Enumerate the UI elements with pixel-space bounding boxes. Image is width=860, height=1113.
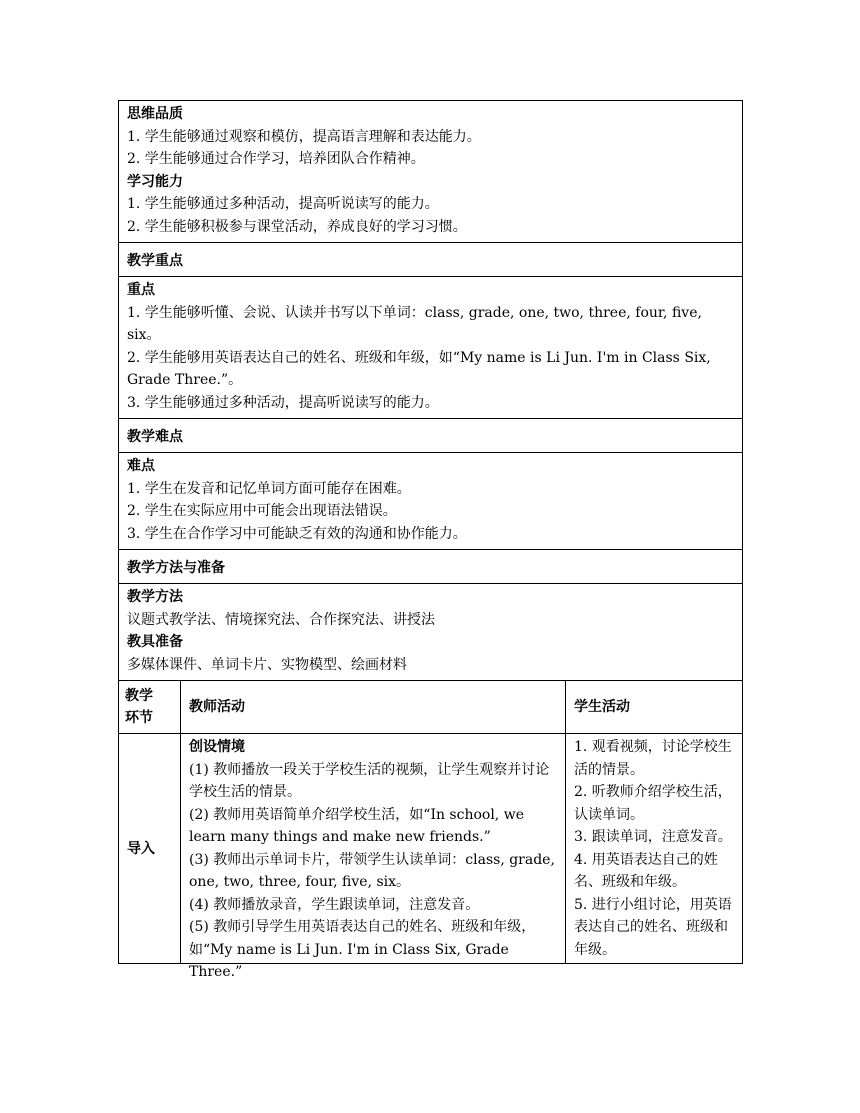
key-point-item: 1. 学生能够听懂、会说、认读并书写以下单词：class, grade, one, two, three, four, five, six。 bbox=[127, 304, 702, 343]
student-header: 学生活动 bbox=[566, 681, 743, 734]
difficulties-section-row bbox=[119, 419, 743, 453]
teacher-activity-item: (4) 教师播放录音，学生跟读单词，注意发音。 bbox=[189, 896, 480, 913]
difficulties-heading: 难点 bbox=[127, 458, 155, 474]
difficulties-section-title: 教学难点 bbox=[119, 419, 743, 453]
thinking-item: 2. 学生能够通过合作学习，培养团队合作精神。 bbox=[127, 151, 425, 167]
methods-section-row bbox=[119, 550, 743, 584]
prep-heading: 教具准备 bbox=[127, 634, 183, 650]
student-activity-cell bbox=[566, 734, 743, 964]
difficulty-item: 2. 学生在实际应用中可能会出现语法错误。 bbox=[127, 503, 397, 519]
teacher-activity-item: (3) 教师出示单词卡片，带领学生认读单词：class, grade, one, two, three, four, five, six。 bbox=[189, 851, 555, 890]
teacher-activity-heading: 创设情境 bbox=[189, 739, 245, 755]
stage-header: 教学环节 bbox=[119, 681, 181, 734]
difficulties-row bbox=[119, 453, 743, 550]
methods-section-title: 教学方法与准备 bbox=[119, 550, 743, 584]
teacher-activity-content bbox=[189, 736, 557, 980]
student-activity-content bbox=[574, 736, 734, 963]
method-text: 议题式教学法、情境探究法、合作探究法、讲授法 bbox=[127, 611, 435, 628]
student-activity-item: 4. 用英语表达自己的姓名、班级和年级。 bbox=[574, 851, 718, 890]
teacher-header: 教师活动 bbox=[181, 681, 566, 734]
key-points-section-row bbox=[119, 243, 743, 277]
methods-cell bbox=[119, 584, 743, 681]
teacher-activity-cell bbox=[181, 734, 566, 980]
process-row-intro bbox=[119, 734, 743, 964]
stage-cell: 导入 bbox=[119, 734, 181, 964]
key-points-cell bbox=[119, 277, 743, 419]
teacher-activity-item: (5) 教师引导学生用英语表达自己的姓名、班级和年级，如“My name is Li Jun. I'm in Class Six, Grade Three.” bbox=[189, 919, 536, 980]
student-activity-item: 3. 跟读单词，注意发音。 bbox=[574, 829, 732, 845]
key-points-row bbox=[119, 277, 743, 419]
key-points-section-title: 教学重点 bbox=[119, 243, 743, 277]
thinking-item: 1. 学生能够通过观察和模仿，提高语言理解和表达能力。 bbox=[127, 128, 481, 145]
lesson-plan-table bbox=[118, 100, 743, 980]
student-activity-item: 2. 听教师介绍学校生活，认读单词。 bbox=[574, 784, 732, 823]
student-activity-item: 1. 观看视频，讨论学校生活的情景。 bbox=[574, 739, 732, 778]
prep-text: 多媒体课件、单词卡片、实物模型、绘画材料 bbox=[127, 656, 407, 673]
key-point-item: 2. 学生能够用英语表达自己的姓名、班级和年级，如“My name is Li Jun. I'm in Class Six, Grade Three.”。 bbox=[127, 349, 711, 388]
process-header-row bbox=[119, 681, 743, 734]
learning-item: 1. 学生能够通过多种活动，提高听说读写的能力。 bbox=[127, 196, 439, 212]
lesson-plan-page bbox=[118, 100, 742, 980]
teacher-activity-item: (2) 教师用英语简单介绍学校生活，如“In school, we learn many things and make new friends.” bbox=[189, 806, 524, 845]
teacher-activity-item: (1) 教师播放一段关于学校生活的视频，让学生观察并讨论学校生活的情景。 bbox=[189, 761, 550, 800]
thinking-heading: 思维品质 bbox=[127, 106, 183, 122]
student-activity-item: 5. 进行小组讨论，用英语表达自己的姓名、班级和年级。 bbox=[574, 896, 732, 958]
method-heading: 教学方法 bbox=[127, 589, 183, 605]
abilities-row bbox=[119, 101, 743, 243]
difficulty-item: 3. 学生在合作学习中可能缺乏有效的沟通和协作能力。 bbox=[127, 525, 467, 542]
learning-heading: 学习能力 bbox=[127, 173, 183, 190]
key-points-heading: 重点 bbox=[127, 282, 155, 298]
learning-item: 2. 学生能够积极参与课堂活动，养成良好的学习习惯。 bbox=[127, 218, 467, 235]
key-point-item: 3. 学生能够通过多种活动，提高听说读写的能力。 bbox=[127, 394, 439, 411]
abilities-cell bbox=[119, 101, 743, 243]
methods-row bbox=[119, 584, 743, 681]
difficulties-cell bbox=[119, 453, 743, 550]
difficulty-item: 1. 学生在发音和记忆单词方面可能存在困难。 bbox=[127, 480, 411, 497]
